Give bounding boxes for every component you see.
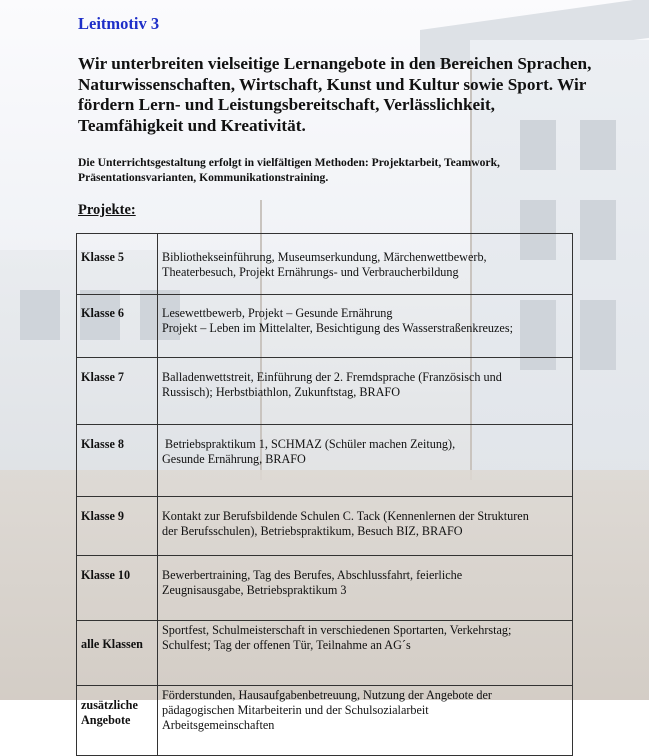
class-projects: Kontakt zur Berufsbildende Schulen C. Tack (Kennenlernen der Strukturen der Berufsschulen), Betriebspraktikum, Besuch BIZ, BRAFO [158, 497, 573, 556]
class-label: Klasse 8 [77, 425, 158, 497]
intro-paragraph: Wir unterbreiten vielseitige Lernangebote in den Bereichen Sprachen, Naturwissenschaften, Wirtschaft, Kunst und Kultur sowie Sport. Wir fördern Lern- und Leistungsbereitschaft, Verlässlichkeit, Teamfähigkeit und Kreativität. [78, 54, 592, 135]
class-label: zusätzliche Angebote [77, 686, 158, 756]
class-label: Klasse 9 [77, 497, 158, 556]
projects-heading: Projekte: [78, 202, 136, 218]
section-title: Leitmotiv 3 [78, 14, 160, 33]
table-row [77, 686, 573, 756]
table-row [77, 497, 573, 556]
class-label: alle Klassen [77, 621, 158, 686]
class-label: Klasse 6 [77, 295, 158, 358]
class-label: Klasse 7 [77, 358, 158, 425]
class-projects: Betriebspraktikum 1, SCHMAZ (Schüler machen Zeitung), Gesunde Ernährung, BRAFO [158, 425, 573, 497]
class-label: Klasse 5 [77, 234, 158, 295]
table-row [77, 295, 573, 358]
class-projects: Förderstunden, Hausaufgabenbetreuung, Nutzung der Angebote der pädagogischen Mitarbeiterin und der Schulsozialarbeit Arbeitsgemeinschaften [158, 686, 573, 756]
table-row [77, 234, 573, 295]
methods-paragraph: Die Unterrichtsgestaltung erfolgt in vielfältigen Methoden: Projektarbeit, Teamwork, Präsentationsvarianten, Kommunikationstraining. [78, 156, 500, 184]
table-row [77, 556, 573, 621]
class-projects: Lesewettbewerb, Projekt – Gesunde Ernährung Projekt – Leben im Mittelalter, Besichtigung des Wasserstraßenkreuzes; [158, 295, 573, 358]
table-row [77, 358, 573, 425]
class-projects: Balladenwettstreit, Einführung der 2. Fremdsprache (Französisch und Russisch); Herbstbiathlon, Zukunftstag, BRAFO [158, 358, 573, 425]
table-row [77, 621, 573, 686]
class-projects: Bibliothekseinführung, Museumserkundung, Märchenwettbewerb, Theaterbesuch, Projekt Ernährungs- und Verbraucherbildung [158, 234, 573, 295]
class-projects: Sportfest, Schulmeisterschaft in verschiedenen Sportarten, Verkehrstag; Schulfest; Tag der offenen Tür, Teilnahme an AG´s [158, 621, 573, 686]
table-row [77, 425, 573, 497]
class-label: Klasse 10 [77, 556, 158, 621]
class-projects: Bewerbertraining, Tag des Berufes, Abschlussfahrt, feierliche Zeugnisausgabe, Betriebspraktikum 3 [158, 556, 573, 621]
projects-table [76, 233, 573, 756]
